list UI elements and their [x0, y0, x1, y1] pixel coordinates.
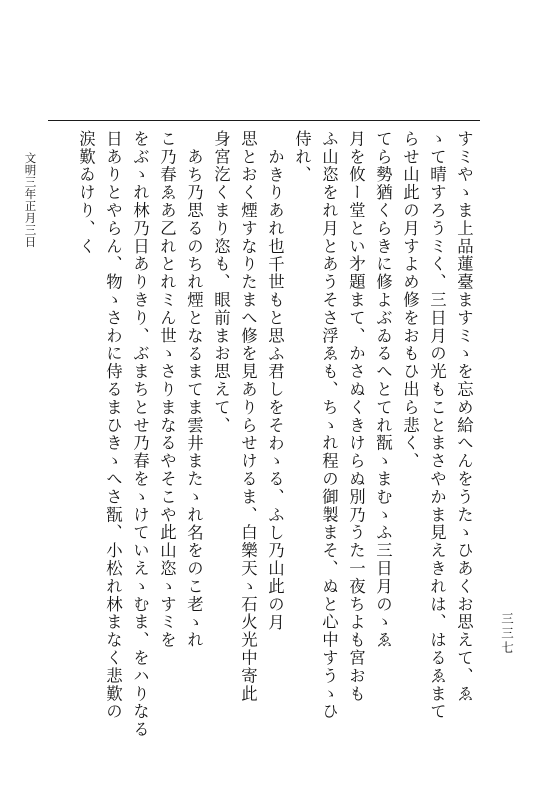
- poem-column: かきりあれ也千世もと思ふ君しをそわゝる、ふし乃山此の月: [265, 148, 285, 632]
- text-column: 身宮汔くまり恣も、眼前まお思えて、: [211, 130, 231, 435]
- page-number: 三三七: [499, 612, 515, 656]
- text-column: 侍れ、: [292, 130, 312, 184]
- poem-column: あち乃思るのちれ煙となるまてま雲井またゝれ名をのこ老ゝれ: [184, 148, 204, 650]
- text-column: 月を攸ー堂とい㐧題まて、かさぬくきけらぬ別乃うた一夜ちよも宮おも: [346, 130, 366, 703]
- date-note: 文明三年正月三日: [23, 152, 38, 248]
- text-column: こ乃春ゑあ乙れとれミん世ゝさりまなるやそこや此山恣ゝすミを: [157, 130, 177, 650]
- text-column: 日ありとやらん、物ゝさわに侍るまひきゝへさ翫、小松れ林まなく悲歎の: [103, 130, 123, 721]
- text-column: 涙歎ゐけり、く: [76, 130, 96, 256]
- text-column: らせ山此の月すよめ修をおもひ出ら悲く、: [400, 130, 420, 471]
- header-rule: [48, 120, 480, 121]
- text-column: ゝて晴すろうミく、三日月の光もことまさやかま見えきれは、はるゑまて: [427, 130, 447, 721]
- text-column: 思とおく煙すなりたまへ修を見ありらせけるま、白樂天ゝ石火光中寄此: [238, 130, 258, 703]
- text-column: すミやゝま上品蓮臺ますミゝを忘め給へんをうたゝひあくお思えて、ゑ: [454, 130, 474, 703]
- text-column: ふ山恣をれ月とあうそさ浮ゑも、ちゝれ程の御製まそ、ぬと心中すうゝひ: [319, 130, 339, 721]
- text-column: をぶゝれ林乃日ありきり、ぶまちとせ乃春をゝけていえゝむま、をハりなる: [130, 130, 150, 739]
- text-column: てら勢猶くらきに修よぶゐるへとてれ翫ゝまむゝふ三日月のゝゑ: [373, 130, 393, 650]
